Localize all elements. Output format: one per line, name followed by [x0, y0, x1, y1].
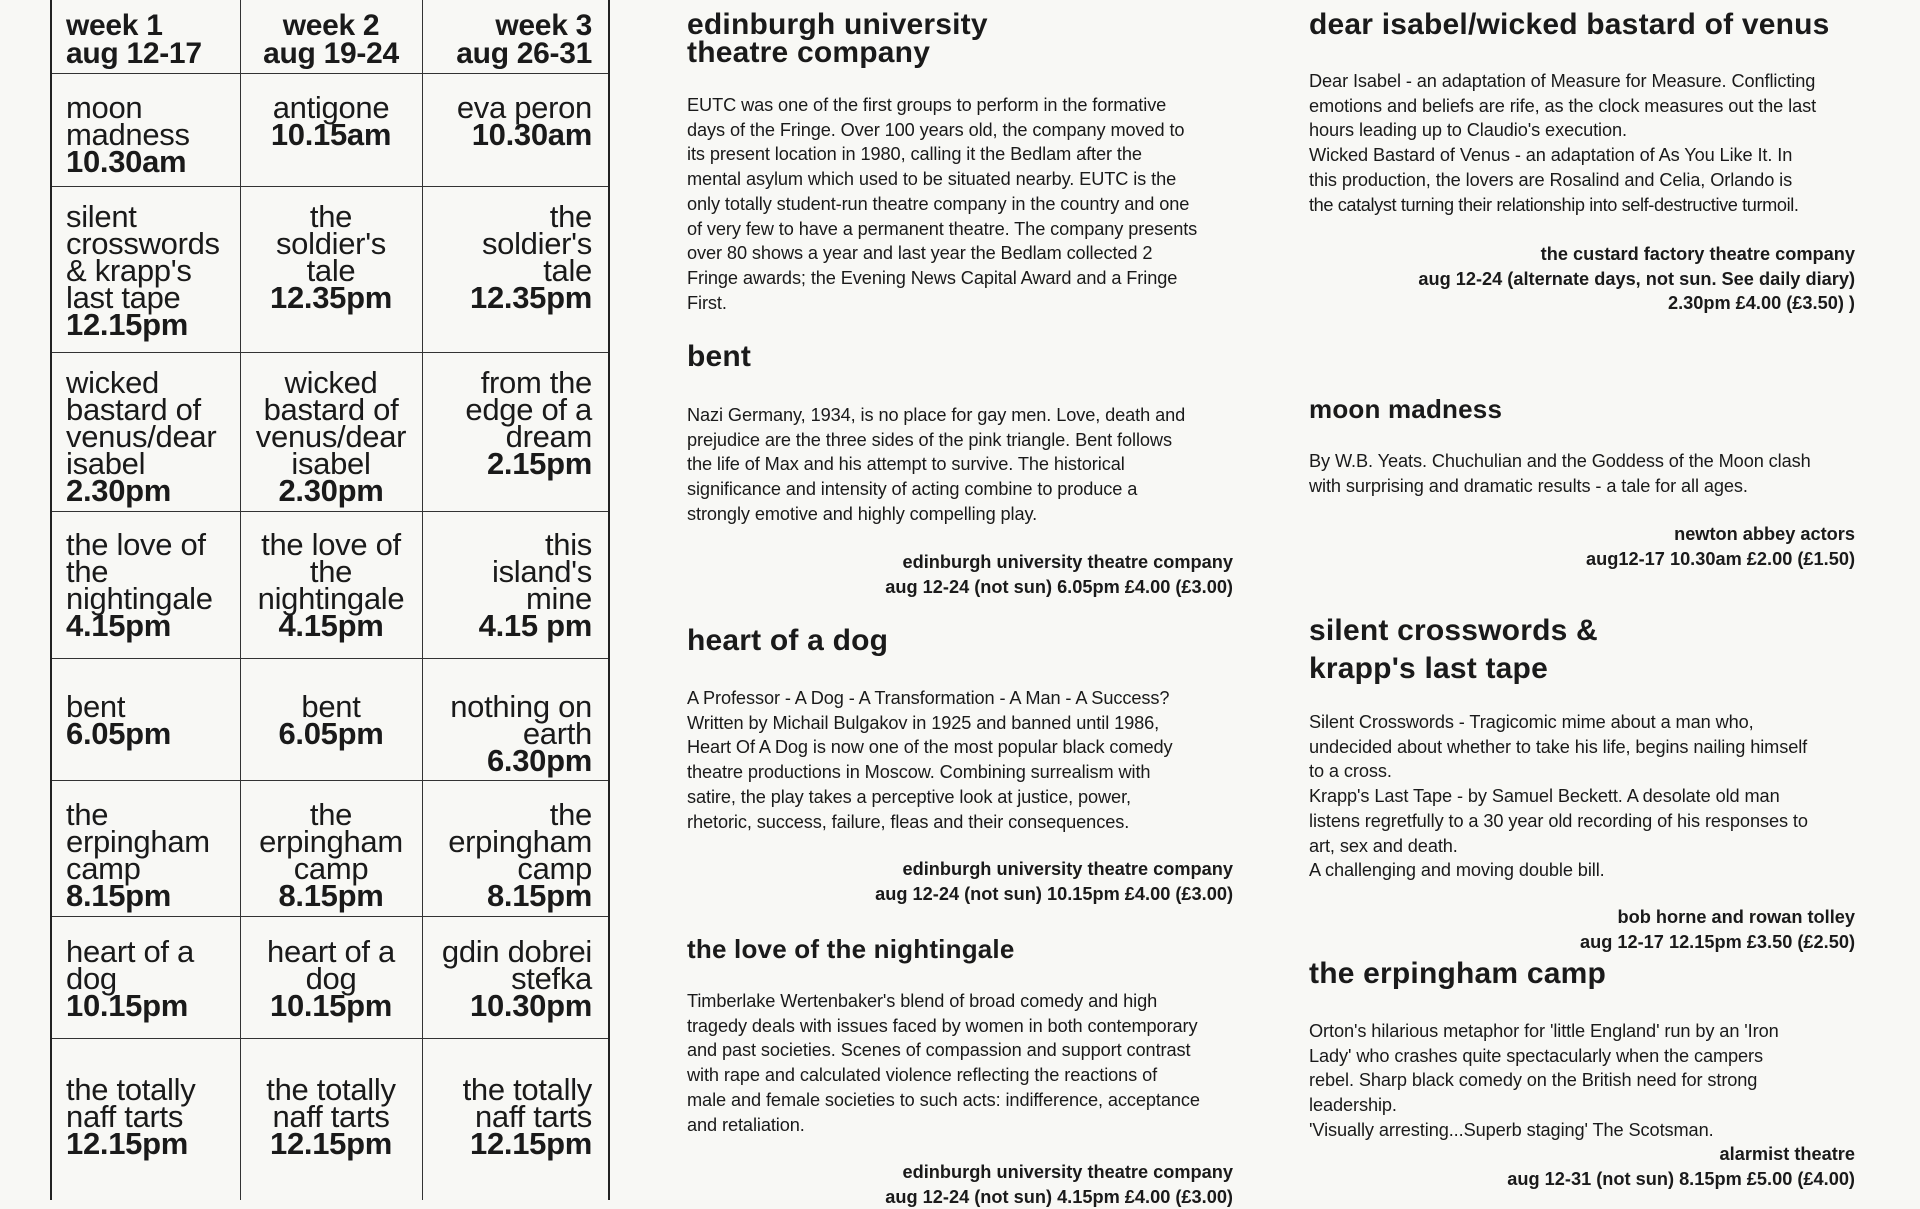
show-time: 6.05pm: [66, 716, 172, 751]
show-time: 8.15pm: [66, 878, 172, 913]
dates-and-prices: aug 12-24 (not sun) 10.15pm £4.00 (£3.00): [875, 883, 1233, 904]
show-title-line: & krapp's: [66, 253, 192, 288]
show-title-line: earth: [522, 716, 592, 751]
show-title-line: bastard of: [263, 392, 399, 427]
show-title-line: bent: [66, 689, 126, 724]
body-line: leadership.: [1309, 1095, 1397, 1116]
title-line: silent crosswords &: [1309, 614, 1598, 647]
body-line: of very few to have a permanent theatre. The company presents: [687, 218, 1198, 239]
show-title-line: gdin dobrei: [441, 934, 592, 969]
body-line: Silent Crosswords - Tragicomic mime about a man who,: [1309, 712, 1754, 732]
show-time: 10.15am: [270, 117, 392, 152]
company-name: newton abbey actors: [1674, 524, 1855, 544]
title-line: the love of the nightingale: [687, 934, 1015, 964]
show-title-line: stefka: [511, 961, 592, 996]
schedule-cell: [422, 365, 592, 481]
show-title-line: the totally: [66, 1072, 196, 1107]
company-title: [687, 8, 1233, 69]
dates-and-prices: aug 12-24 (not sun) 6.05pm £4.00 (£3.00): [885, 576, 1233, 597]
show-time: 6.05pm: [278, 716, 384, 751]
show-title-line: this: [544, 527, 592, 562]
schedule-cell: [246, 527, 416, 643]
show-title-line: the: [309, 554, 353, 589]
row-divider: [52, 511, 608, 512]
schedule-cell: [66, 797, 236, 913]
show-title-line: wicked: [284, 365, 378, 400]
body-line: EUTC was one of the first groups to perform in the formative: [687, 95, 1167, 115]
show-title-line: dog: [66, 961, 117, 996]
row-divider: [52, 658, 608, 659]
show-time: 12.35pm: [470, 280, 592, 315]
week-header: [246, 9, 416, 70]
schedule-cell: [246, 797, 416, 913]
show-time: 2.30pm: [278, 473, 384, 508]
show-title-line: nothing on: [450, 689, 592, 724]
title-line: edinburgh university: [687, 8, 988, 41]
company-name: edinburgh university theatre company: [902, 552, 1233, 572]
show-title-line: dog: [305, 961, 357, 996]
schedule-cell: [422, 90, 592, 152]
show-description: [1309, 710, 1855, 883]
title-line: the erpingham camp: [1309, 957, 1606, 990]
body-line: significance and intensity of acting combine to produce a: [687, 479, 1138, 500]
show-credit: [1507, 1142, 1855, 1192]
show-time: 8.15pm: [278, 878, 384, 913]
show-time: 10.15pm: [66, 988, 188, 1023]
company-name: edinburgh university theatre company: [902, 1162, 1233, 1182]
show-title-line: crosswords: [66, 226, 220, 261]
schedule-cell: [422, 797, 592, 913]
body-line: its present location in 1980, calling it the Bedlam after the: [687, 144, 1142, 165]
schedule-cell: [66, 689, 236, 751]
title-line: krapp's last tape: [1309, 652, 1548, 685]
body-line: this production, the lovers are Rosalind and Celia, Orlando is: [1309, 169, 1793, 190]
show-title-line: isabel: [66, 446, 146, 481]
show-time: 10.15pm: [270, 988, 392, 1023]
show-title-line: mine: [526, 581, 592, 616]
schedule-cell: [66, 199, 236, 342]
body-line: A Professor - A Dog - A Transformation - A Man - A Success?: [687, 688, 1170, 708]
show-time: 12.15pm: [66, 307, 188, 342]
body-line: Wicked Bastard of Venus - an adaptation of As You Like It. In: [1309, 145, 1793, 166]
body-line: rhetoric, success, failure, fleas and their consequences.: [687, 811, 1130, 832]
show-time: 2.15pm: [486, 446, 592, 481]
schedule-cell: [422, 199, 592, 315]
body-line: Written by Michail Bulgakov in 1925 and banned until 1986,: [687, 712, 1160, 733]
show-title-line: dream: [505, 419, 592, 454]
body-line: male and female societies to such acts: indifference, acceptance: [687, 1089, 1200, 1110]
dates-and-prices: aug 12-24 (alternate days, not sun. See daily diary): [1418, 268, 1855, 289]
show-description: [687, 686, 1233, 834]
show-title-line: moon: [66, 90, 143, 125]
week-label: week 3: [495, 9, 592, 42]
body-line: with rape and calculated violence reflecting the reactions of: [687, 1065, 1158, 1086]
show-time: 6.30pm: [486, 743, 592, 778]
body-line: to a cross.: [1309, 761, 1392, 782]
show-title-line: eva peron: [456, 90, 592, 125]
show-title-line: tale: [306, 253, 356, 288]
body-line: tragedy deals with issues faced by women in both contemporary: [687, 1015, 1198, 1036]
body-line: A challenging and moving double bill.: [1309, 860, 1605, 881]
show-title-line: naff tarts: [474, 1099, 592, 1134]
show-time: 10.30am: [471, 117, 592, 152]
body-line: Nazi Germany, 1934, is no place for gay men. Love, death and: [687, 405, 1186, 425]
show-title-line: antigone: [272, 90, 390, 125]
body-line: only totally student-run theatre company in the country and one: [687, 193, 1190, 214]
show-title-line: naff tarts: [272, 1099, 390, 1134]
show-title-line: last tape: [66, 280, 181, 315]
show-heading: [1309, 395, 1855, 423]
schedule-cell: [66, 527, 236, 643]
row-divider: [52, 1038, 608, 1039]
body-line: art, sex and death.: [1309, 835, 1458, 856]
show-title-line: island's: [491, 554, 592, 589]
row-divider: [52, 186, 608, 187]
body-line: Dear Isabel - an adaptation of Measure for Measure. Conflicting: [1309, 71, 1816, 91]
programme-column-middle: [687, 0, 1233, 1207]
show-title-line: the totally: [266, 1072, 396, 1107]
dates-and-prices: aug 12-31 (not sun) 8.15pm £5.00 (£4.00): [1507, 1169, 1855, 1189]
show-heading: [687, 935, 1233, 963]
schedule-cell: [66, 1072, 236, 1161]
show-title-line: the totally: [462, 1072, 592, 1107]
programme-column-right: [1309, 0, 1855, 1200]
schedule-cell: [246, 1072, 416, 1161]
title-line: dear isabel/wicked bastard of venus: [1309, 8, 1830, 41]
body-line: Heart Of A Dog is now one of the most popular black comedy: [687, 737, 1173, 758]
body-line: By W.B. Yeats. Chuchulian and the Goddess of the Moon clash: [1309, 451, 1811, 471]
show-description: [1309, 69, 1855, 217]
schedule-cell: [66, 934, 236, 1023]
show-title-line: wicked: [66, 365, 159, 400]
show-title-line: camp: [517, 851, 592, 886]
dates-and-prices: 2.30pm £4.00 (£3.50) ): [1667, 293, 1855, 314]
show-time: 12.15pm: [270, 1126, 392, 1161]
body-line: Lady' who crashes quite spectacularly when the campers: [1309, 1045, 1764, 1066]
show-title-line: the: [549, 797, 592, 832]
schedule-cell: [246, 934, 416, 1023]
body-line: rebel. Sharp black comedy on the British need for strong: [1309, 1070, 1758, 1091]
show-credit: [885, 1160, 1233, 1209]
show-title-line: erpingham: [66, 824, 210, 859]
body-line: Timberlake Wertenbaker's blend of broad comedy and high: [687, 991, 1158, 1011]
show-heading: [1309, 612, 1855, 688]
show-title-line: soldier's: [275, 226, 387, 261]
body-line: hours leading up to Claudio's execution.: [1309, 120, 1627, 141]
schedule-grid: [50, 0, 610, 1200]
body-line: emotions and beliefs are rife, as the clock measures out the last: [1309, 95, 1817, 116]
show-title-line: the love of: [261, 527, 401, 562]
title-line: heart of a dog: [687, 624, 889, 657]
row-divider: [52, 916, 608, 917]
show-title-line: the: [66, 797, 109, 832]
body-line: strongly emotive and highly compelling play.: [687, 503, 1038, 524]
body-line: listens regretfully to a 30 year old recording of his responses to: [1309, 810, 1808, 831]
show-credit: [1418, 242, 1855, 316]
show-heading: [1309, 957, 1855, 990]
body-line: and retaliation.: [687, 1114, 805, 1135]
show-credit: [1586, 522, 1855, 571]
show-title-line: venus/dear: [255, 419, 407, 454]
show-title-line: madness: [66, 117, 190, 152]
show-heading: [1309, 8, 1855, 41]
title-line: theatre company: [687, 36, 931, 69]
show-time: 4.15pm: [278, 608, 384, 643]
week-header: [422, 9, 592, 70]
show-title-line: the love of: [66, 527, 206, 562]
show-title-line: soldier's: [481, 226, 592, 261]
body-line: Fringe awards; the Evening News Capital Award and a Fringe: [687, 267, 1178, 288]
schedule-cell: [422, 934, 592, 1023]
show-title-line: erpingham: [259, 824, 403, 859]
show-description: [687, 989, 1233, 1137]
schedule-cell: [246, 365, 416, 508]
body-line: 'Visually arresting...Superb staging' The Scotsman.: [1309, 1119, 1714, 1140]
show-time: 10.30am: [66, 144, 187, 179]
show-description: [687, 403, 1233, 527]
show-title-line: tale: [543, 253, 592, 288]
row-divider: [52, 73, 608, 74]
body-line: undecided about whether to take his life, begins nailing himself: [1309, 736, 1808, 757]
show-time: 12.15pm: [66, 1126, 188, 1161]
body-line: the catalyst turning their relationship into self-destructive turmoil.: [1309, 194, 1799, 215]
week-dates: aug 19-24: [263, 37, 399, 70]
show-title-line: camp: [293, 851, 369, 886]
show-title-line: erpingham: [448, 824, 592, 859]
column-divider: [240, 0, 241, 1200]
show-title-line: the: [309, 199, 353, 234]
show-title-line: camp: [66, 851, 141, 886]
show-time: 12.15pm: [470, 1126, 592, 1161]
dates-and-prices: aug 12-17 12.15pm £3.50 (£2.50): [1580, 931, 1855, 952]
show-description: [1309, 449, 1855, 498]
schedule-cell: [66, 365, 236, 508]
show-title-line: the: [66, 554, 109, 589]
show-title-line: the: [549, 199, 592, 234]
row-divider: [52, 780, 608, 781]
show-title-line: bent: [301, 689, 361, 724]
show-title-line: heart of a: [66, 934, 194, 969]
body-line: First.: [687, 292, 727, 313]
title-line: bent: [687, 340, 752, 373]
body-line: satire, the play takes a perceptive look at justice, power,: [687, 786, 1131, 807]
company-name: the custard factory theatre company: [1540, 244, 1855, 264]
show-title-line: naff tarts: [66, 1099, 184, 1134]
show-title-line: nightingale: [257, 581, 405, 616]
show-title-line: silent: [66, 199, 137, 234]
show-description: [1309, 1019, 1855, 1143]
company-name: alarmist theatre: [1719, 1144, 1855, 1164]
show-credit: [885, 550, 1233, 599]
week-dates: aug 12-17: [66, 37, 202, 70]
show-title-line: the: [309, 797, 353, 832]
schedule-cell: [246, 199, 416, 315]
show-title-line: edge of a: [465, 392, 592, 427]
show-heading: [687, 340, 1233, 373]
show-time: 4.15pm: [66, 608, 172, 643]
show-title-line: venus/dear: [66, 419, 217, 454]
schedule-cell: [246, 689, 416, 751]
show-title-line: nightingale: [66, 581, 213, 616]
company-name: edinburgh university theatre company: [902, 859, 1233, 879]
body-line: days of the Fringe. Over 100 years old, the company moved to: [687, 119, 1185, 140]
show-title-line: from the: [480, 365, 592, 400]
schedule-cell: [246, 90, 416, 152]
week-header: [66, 9, 236, 70]
show-title-line: bastard of: [66, 392, 201, 427]
show-time: 8.15pm: [486, 878, 592, 913]
show-title-line: heart of a: [267, 934, 395, 969]
schedule-cell: [66, 90, 236, 179]
schedule-cell: [422, 689, 592, 778]
row-divider: [52, 352, 608, 353]
body-line: Krapp's Last Tape - by Samuel Beckett. A desolate old man: [1309, 786, 1780, 807]
week-dates: aug 26-31: [456, 37, 592, 70]
body-line: over 80 shows a year and last year the Bedlam collected 2: [687, 243, 1153, 264]
title-line: moon madness: [1309, 394, 1503, 424]
show-credit: [875, 857, 1233, 906]
show-heading: [687, 624, 1233, 657]
show-time: 12.35pm: [270, 280, 392, 315]
show-time: 2.30pm: [66, 473, 172, 508]
body-line: theatre productions in Moscow. Combining surrealism with: [687, 762, 1151, 783]
body-line: with surprising and dramatic results - a tale for all ages.: [1309, 475, 1748, 496]
body-line: mental asylum which used to be situated nearby. EUTC is the: [687, 169, 1177, 190]
dates-and-prices: aug12-17 10.30am £2.00 (£1.50): [1586, 548, 1855, 569]
schedule-cell: [422, 527, 592, 643]
dates-and-prices: aug 12-24 (not sun) 4.15pm £4.00 (£3.00): [885, 1186, 1233, 1207]
show-title-line: isabel: [291, 446, 371, 481]
body-line: prejudice are the three sides of the pink triangle. Bent follows: [687, 429, 1172, 450]
show-time: 4.15 pm: [478, 608, 592, 643]
schedule-cell: [422, 1072, 592, 1161]
body-line: and past societies. Scenes of compassion and support contrast: [687, 1040, 1191, 1061]
company-description: [687, 93, 1233, 315]
show-credit: [1580, 905, 1855, 954]
body-line: the life of Max and his attempt to survive. The historical: [687, 454, 1125, 475]
company-name: bob horne and rowan tolley: [1617, 907, 1855, 927]
week-label: week 1: [66, 9, 163, 42]
week-label: week 2: [282, 9, 380, 42]
body-line: Orton's hilarious metaphor for 'little England' run by an 'Iron: [1309, 1021, 1779, 1041]
show-time: 10.30pm: [470, 988, 592, 1023]
